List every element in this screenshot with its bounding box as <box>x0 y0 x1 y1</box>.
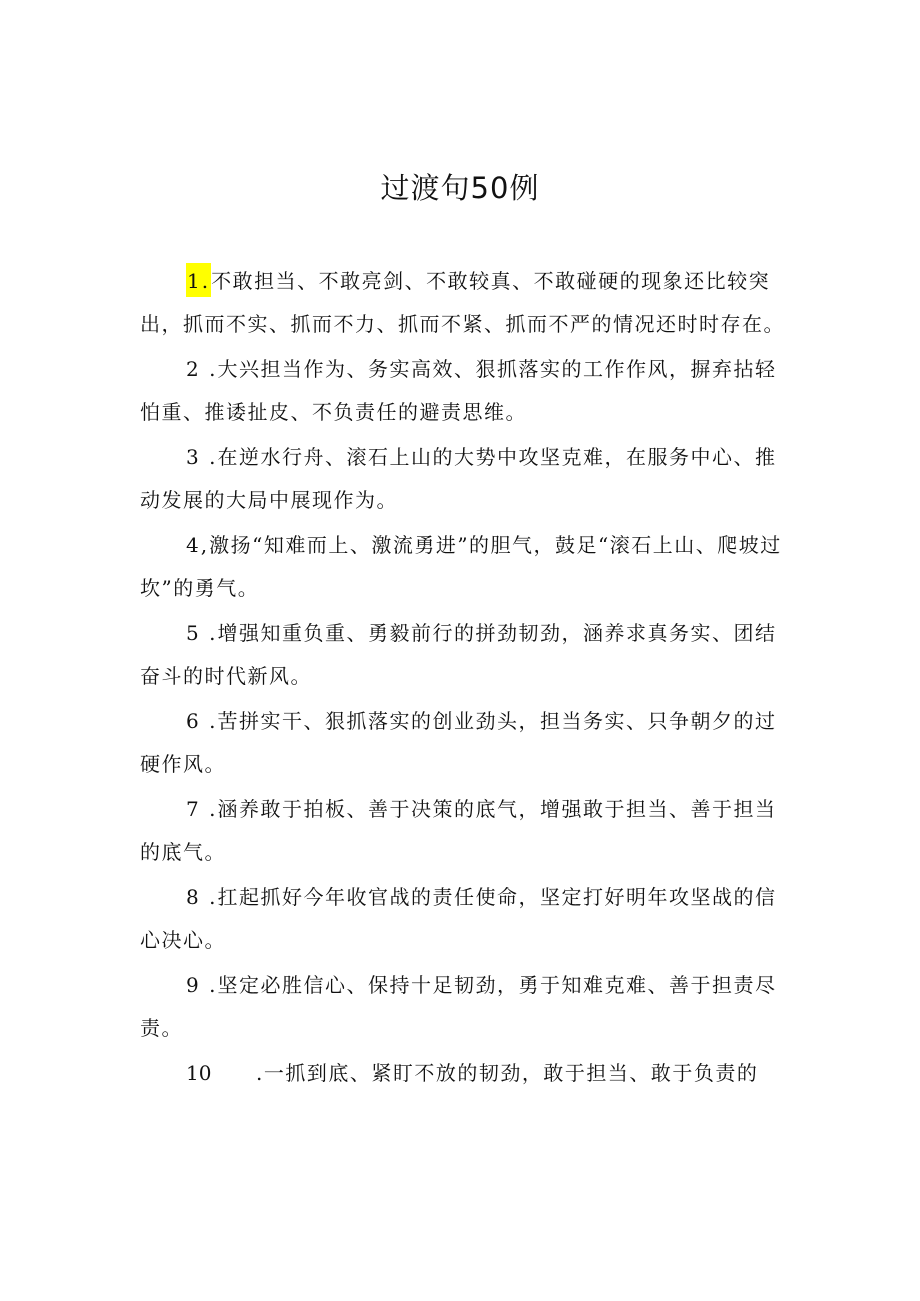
item-number-highlighted: 1. <box>186 263 211 297</box>
item-number: 2 . <box>186 357 218 381</box>
list-item <box>140 964 785 1050</box>
list-item <box>140 348 785 434</box>
list-item <box>140 612 785 698</box>
item-number: 8 . <box>186 885 218 909</box>
item-text: 激扬“知难而上、激流勇进”的胆气，鼓足“滚石上山、爬坡过坎”的勇气。 <box>140 533 782 600</box>
item-text: 在逆水行舟、滚石上山的大势中攻坚克难，在服务中心、推动发展的大局中展现作为。 <box>140 445 777 512</box>
item-number: 4, <box>186 533 210 557</box>
item-text: 苦拼实干、狠抓落实的创业劲头，担当务实、只争朝夕的过硬作风。 <box>140 709 777 776</box>
list-item <box>140 260 785 346</box>
item-text: 增强知重负重、勇毅前行的拼劲韧劲，涵养求真务实、团结奋斗的时代新风。 <box>140 621 777 688</box>
item-number: 10 <box>186 1061 212 1085</box>
item-text: 不敢担当、不敢亮剑、不敢较真、不敢碰硬的现象还比较突出，抓而不实、抓而不力、抓而不紧、抓而不严的情况还时时存在。 <box>140 269 785 336</box>
list-item <box>140 700 785 786</box>
item-number: 7 . <box>186 797 218 821</box>
list-item <box>140 436 785 522</box>
item-number: 9 . <box>186 973 218 997</box>
list-item <box>140 876 785 962</box>
item-number: 5 . <box>186 621 218 645</box>
item-text: 扛起抓好今年收官战的责任使命，坚定打好明年攻坚战的信心决心。 <box>140 885 777 952</box>
list-item <box>140 1052 785 1095</box>
item-text: 坚定必胜信心、保持十足韧劲，勇于知难克难、善于担责尽责。 <box>140 973 777 1040</box>
list-item <box>140 524 785 610</box>
list-item <box>140 788 785 874</box>
item-text: .一抓到底、紧盯不放的韧劲，敢于担当、敢于负责的 <box>256 1061 759 1085</box>
item-text: 大兴担当作为、务实高效、狠抓落实的工作作风，摒弃拈轻怕重、推诿扯皮、不负责任的避责思维。 <box>140 357 777 424</box>
document-body <box>140 260 785 1097</box>
item-number: 3 . <box>186 445 218 469</box>
item-number: 6 . <box>186 709 218 733</box>
document-title: 过渡句50例 <box>380 171 540 205</box>
item-text: 涵养敢于拍板、善于决策的底气，增强敢于担当、善于担当的底气。 <box>140 797 777 864</box>
